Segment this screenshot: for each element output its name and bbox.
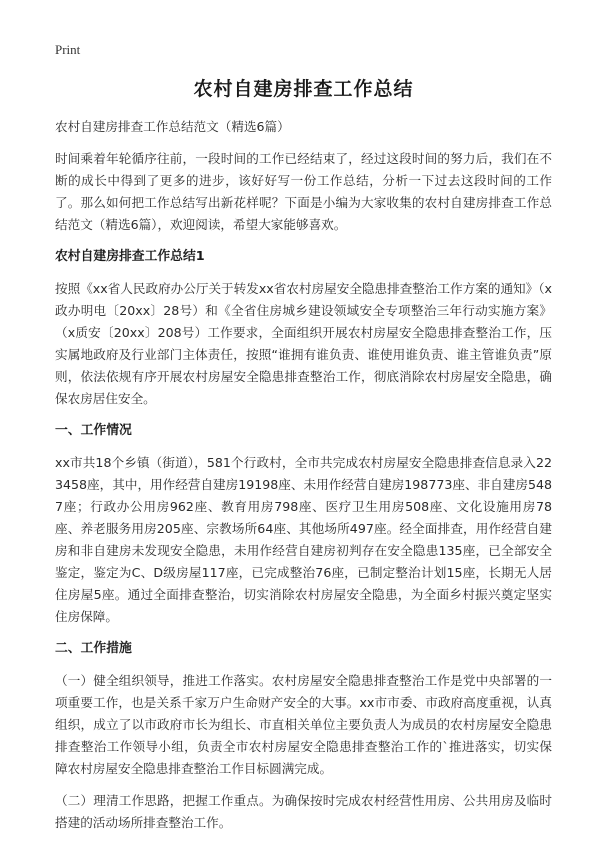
document-body — [55, 74, 552, 844]
section-heading-work-status: 一、工作情况 — [55, 423, 132, 438]
measures-paragraph-2: （二）理清工作思路，把握工作重点。为确保按时完成农村经营性用房、公共用房及临时搭建的活动场所排查整治工作。 — [55, 793, 552, 830]
section-heading-work-measures: 二、工作措施 — [55, 641, 132, 656]
document-subtitle: 农村自建房排查工作总结范文（精选6篇） — [55, 119, 290, 134]
summary-1-paragraph: 按照《xx省人民政府办公厅关于转发xx省农村房屋安全隐患排查整治工作方案的通知》（x政办明电〔20xx〕28号）和《全省住房城乡建设领域安全专项整治三年行动实施方案》（x质安〔20xx〕208号）工作要求，全面组织开展农村房屋安全隐患排查整治工作，压实属地政府及行业部门主体责任，按照“谁拥有谁负责、谁使用谁负责、谁主管谁负责”原则，依法依规有序开展农村房屋安全隐患排查整治工作，彻底消除农村房屋安全隐患，确保农房居住安全。 — [55, 281, 552, 406]
work-status-paragraph: xx市共18个乡镇（街道），581个行政村，全市共完成农村房屋安全隐患排查信息录入223458座，其中，用作经营自建房19198座、未用作经营自建房198773座、非自建房5487座；行政办公用房962座、教育用房798座、医疗卫生用房508座、文化设施用房78座、养老服务用房205座、宗教场所64座、其他场所497座。经全面排查，用作经营自建房和非自建房未发现安全隐患，未用作经营自建房初判存在安全隐患135座，已全部安全鉴定，鉴定为C、D级房屋117座，已完成整治76座，已制定整治计划15座，长期无人居住房屋5座。通过全面排查整治，切实消除农村房屋安全隐患，为全面乡村振兴奠定坚实住房保障。 — [55, 455, 552, 624]
measures-paragraph-1: （一）健全组织领导，推进工作落实。农村房屋安全隐患排查整治工作是党中央部署的一项重要工作，也是关系千家万户生命财产安全的大事。xx市市委、市政府高度重视，认真组织，成立了以市政府市长为组长、市直相关单位主要负责人为成员的农村房屋安全隐患排查整治工作领导小组，负责全市农村房屋安全隐患排查整治工作的`推进落实，切实保障农村房屋安全隐患排查整治工作目标圆满完成。 — [55, 673, 552, 776]
intro-paragraph: 时间乘着年轮循序往前，一段时间的工作已经结束了，经过这段时间的努力后，我们在不断的成长中得到了更多的进步，该好好写一份工作总结，分析一下过去这段时间的工作了。那么如何把工作总结写出新花样呢？下面是小编为大家收集的农村自建房排查工作总结范文（精选6篇），欢迎阅读，希望大家能够喜欢。 — [55, 151, 552, 232]
section-heading-summary-1: 农村自建房排查工作总结1 — [55, 249, 205, 264]
print-link[interactable]: Print — [55, 42, 81, 57]
page-title: 农村自建房排查工作总结 — [193, 78, 414, 100]
